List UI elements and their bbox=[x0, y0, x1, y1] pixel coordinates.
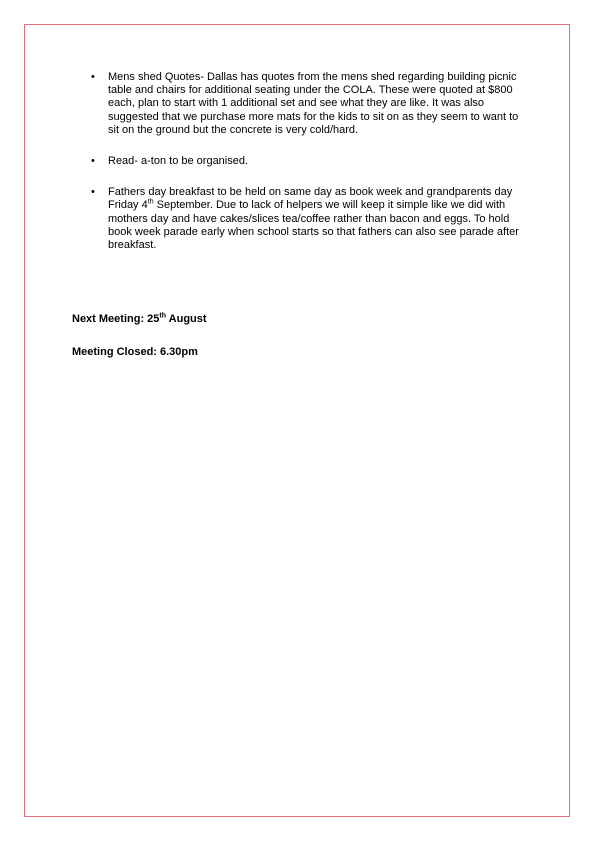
list-item-fathers-day-breakfast bbox=[72, 186, 532, 252]
ordinal-superscript: th bbox=[147, 198, 154, 206]
meeting-closed-line: Meeting Closed: 6.30pm bbox=[72, 346, 198, 358]
bullet-icon: • bbox=[91, 71, 95, 83]
ordinal-superscript: th bbox=[159, 312, 167, 320]
document-body bbox=[72, 71, 532, 270]
bullet-text: Read- a-ton to be organised. bbox=[108, 155, 249, 168]
next-meeting-line bbox=[72, 313, 532, 326]
agenda-bullet-list bbox=[72, 71, 532, 252]
list-item-mens-shed-quotes bbox=[72, 71, 532, 137]
bullet-icon: • bbox=[91, 186, 95, 199]
bullet-icon: • bbox=[91, 155, 95, 168]
bullet-text-part: September. Due to lack of helpers we will keep it simple like we did with mothers day and have cakes/slices tea/coffee rather than bacon and eggs. To hold book week parade early when school starts so that fathers can also see parade after breakfast. bbox=[108, 199, 519, 252]
next-meeting-month: August bbox=[166, 313, 207, 325]
bullet-text bbox=[108, 186, 532, 252]
next-meeting-label: Next Meeting: 25 bbox=[72, 313, 160, 325]
bullet-text: Mens shed Quotes- Dallas has quotes from the mens shed regarding building picnic table and chairs for additional seating under the COLA. These were quoted at $800 each, plan to start with 1 additional set and see what they are like. It was also suggested that we purchase more mats for the kids to sit on as they seem to want to sit on the ground but the concrete is very cold/hard. bbox=[108, 71, 519, 136]
list-item-read-a-ton bbox=[72, 155, 532, 168]
bullet-text-part: Fathers day breakfast to be held on same day as book week and grandparents day Friday 4 bbox=[108, 186, 513, 212]
